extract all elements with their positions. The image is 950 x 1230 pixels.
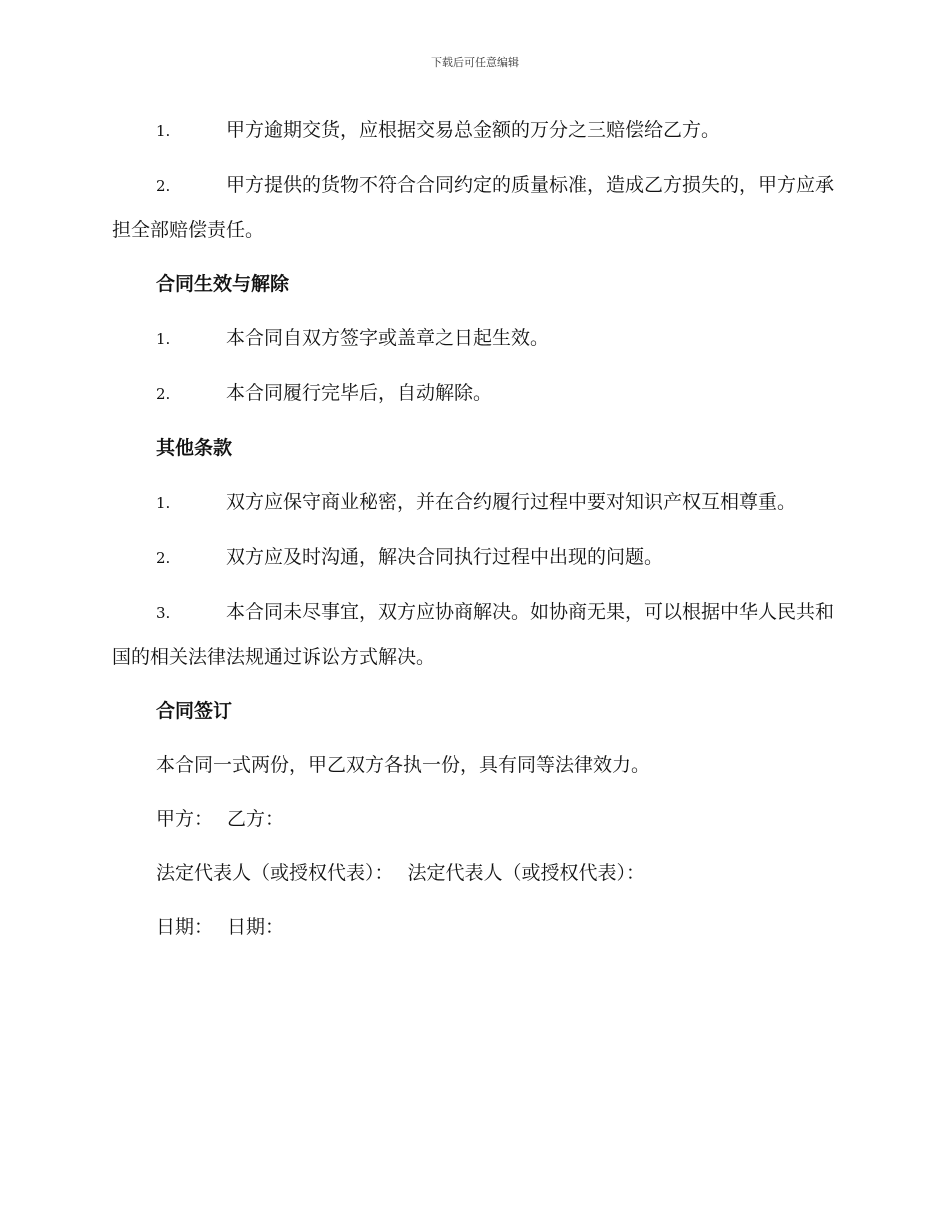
list-item — [112, 535, 838, 580]
list-item — [112, 480, 838, 525]
list-item — [112, 590, 838, 679]
item-number: 1. — [156, 330, 171, 348]
list-item — [112, 163, 838, 252]
item-number: 1. — [156, 494, 171, 512]
item-text: 甲方逾期交货，应根据交易总金额的万分之三赔偿给乙方。 — [226, 119, 721, 141]
item-number: 2. — [156, 549, 171, 567]
party-b-label: 乙方： — [227, 808, 285, 830]
item-text: 双方应及时沟通，解决合同执行过程中出现的问题。 — [226, 546, 664, 568]
date-b-label: 日期： — [227, 916, 285, 938]
item-text: 本合同未尽事宜，双方应协商解决。如协商无果，可以根据中华人民共和国的相关法律法规通过诉讼方式解决。 — [112, 601, 835, 668]
section-title-effect: 合同生效与解除 — [156, 273, 290, 295]
list-item — [112, 108, 838, 153]
rep-a-label: 法定代表人（或授权代表）： — [156, 862, 394, 884]
item-text: 双方应保守商业秘密，并在合约履行过程中要对知识产权互相尊重。 — [226, 491, 797, 513]
item-number: 2. — [156, 385, 171, 403]
item-number: 2. — [156, 177, 171, 195]
item-number: 3. — [156, 604, 171, 622]
item-text: 甲方提供的货物不符合合同约定的质量标准，造成乙方损失的，甲方应承担全部赔偿责任。 — [112, 174, 835, 241]
date-line — [156, 905, 838, 949]
party-a-label: 甲方： — [156, 808, 214, 830]
item-text: 本合同自双方签字或盖章之日起生效。 — [226, 327, 550, 349]
list-item — [112, 371, 838, 416]
rep-b-label: 法定代表人（或授权代表）： — [407, 862, 646, 884]
date-a-label: 日期： — [156, 916, 214, 938]
page-header: 下载后可任意编辑 — [431, 56, 519, 69]
list-item — [112, 316, 838, 361]
signing-statement: 本合同一式两份，甲乙双方各执一份，具有同等法律效力。 — [156, 754, 651, 776]
contract-document — [112, 108, 838, 959]
representative-line — [156, 851, 838, 895]
section-title-other: 其他条款 — [156, 437, 233, 459]
party-line — [156, 797, 838, 841]
section-title-signing: 合同签订 — [156, 700, 233, 722]
item-text: 本合同履行完毕后，自动解除。 — [226, 382, 493, 404]
item-number: 1. — [156, 122, 171, 140]
